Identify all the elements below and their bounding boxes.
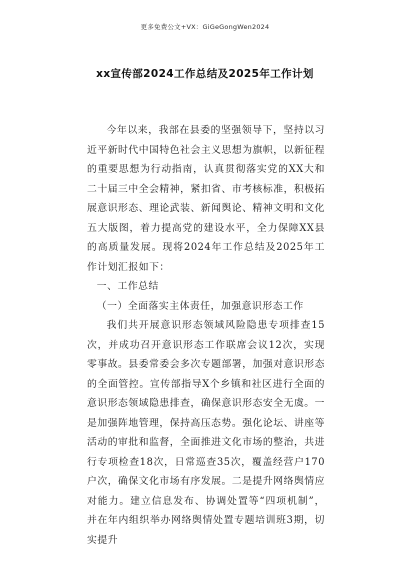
section-heading: 一、工作总结 [96, 281, 159, 292]
intro-paragraph: 今年以来，我部在县委的坚强领导下，坚持以习近平新时代中国特色社会主义思想为旗帜，以新征程的重要思想为行动指南，认真贯彻落实党的XX大和二十届三中全会精神，紧扣省、市考核标准，积极拓展意识形态、理论武装、新闻舆论、精神文明和文化五大版图，着力提高党的建设水平，全力保障XX县的高质量发展。现将2024年工作总结及2025年工作计划汇报如下： [87, 125, 325, 273]
subsection-heading: （一）全面落实主体责任，加强意识形态工作 [96, 300, 304, 312]
document-title: xx宣传部2024工作总结及2025年工作计划 [96, 68, 314, 80]
document-body [87, 121, 325, 550]
body-paragraph: 我们共开展意识形态领域风险隐患专项排查15次，并成功召开意识形态工作联席会议12次，实现零事故。县委常委会多次专题部署，加强对意识形态的全面管控。宣传部指导X个乡镇和社区进行全面的意识形态领域隐患排查，确保意识形态安全无虞。一是加强阵地管理，保持高压态势。强化论坛、讲座等活动的审批和监督，全面推进文化市场的整治，共进行专项检查18次，日常巡查35次，覆盖经营户170户次，确保文化市场有序发展。二是提升网络舆情应对能力。建立信息发布、协调处置等“四项机制”，并在年内组织举办网络舆情处置专题培训班3期，切实提升 [87, 320, 325, 546]
header-note: 更多免费公文+VX：GiGeGongWen2024 [140, 23, 270, 31]
